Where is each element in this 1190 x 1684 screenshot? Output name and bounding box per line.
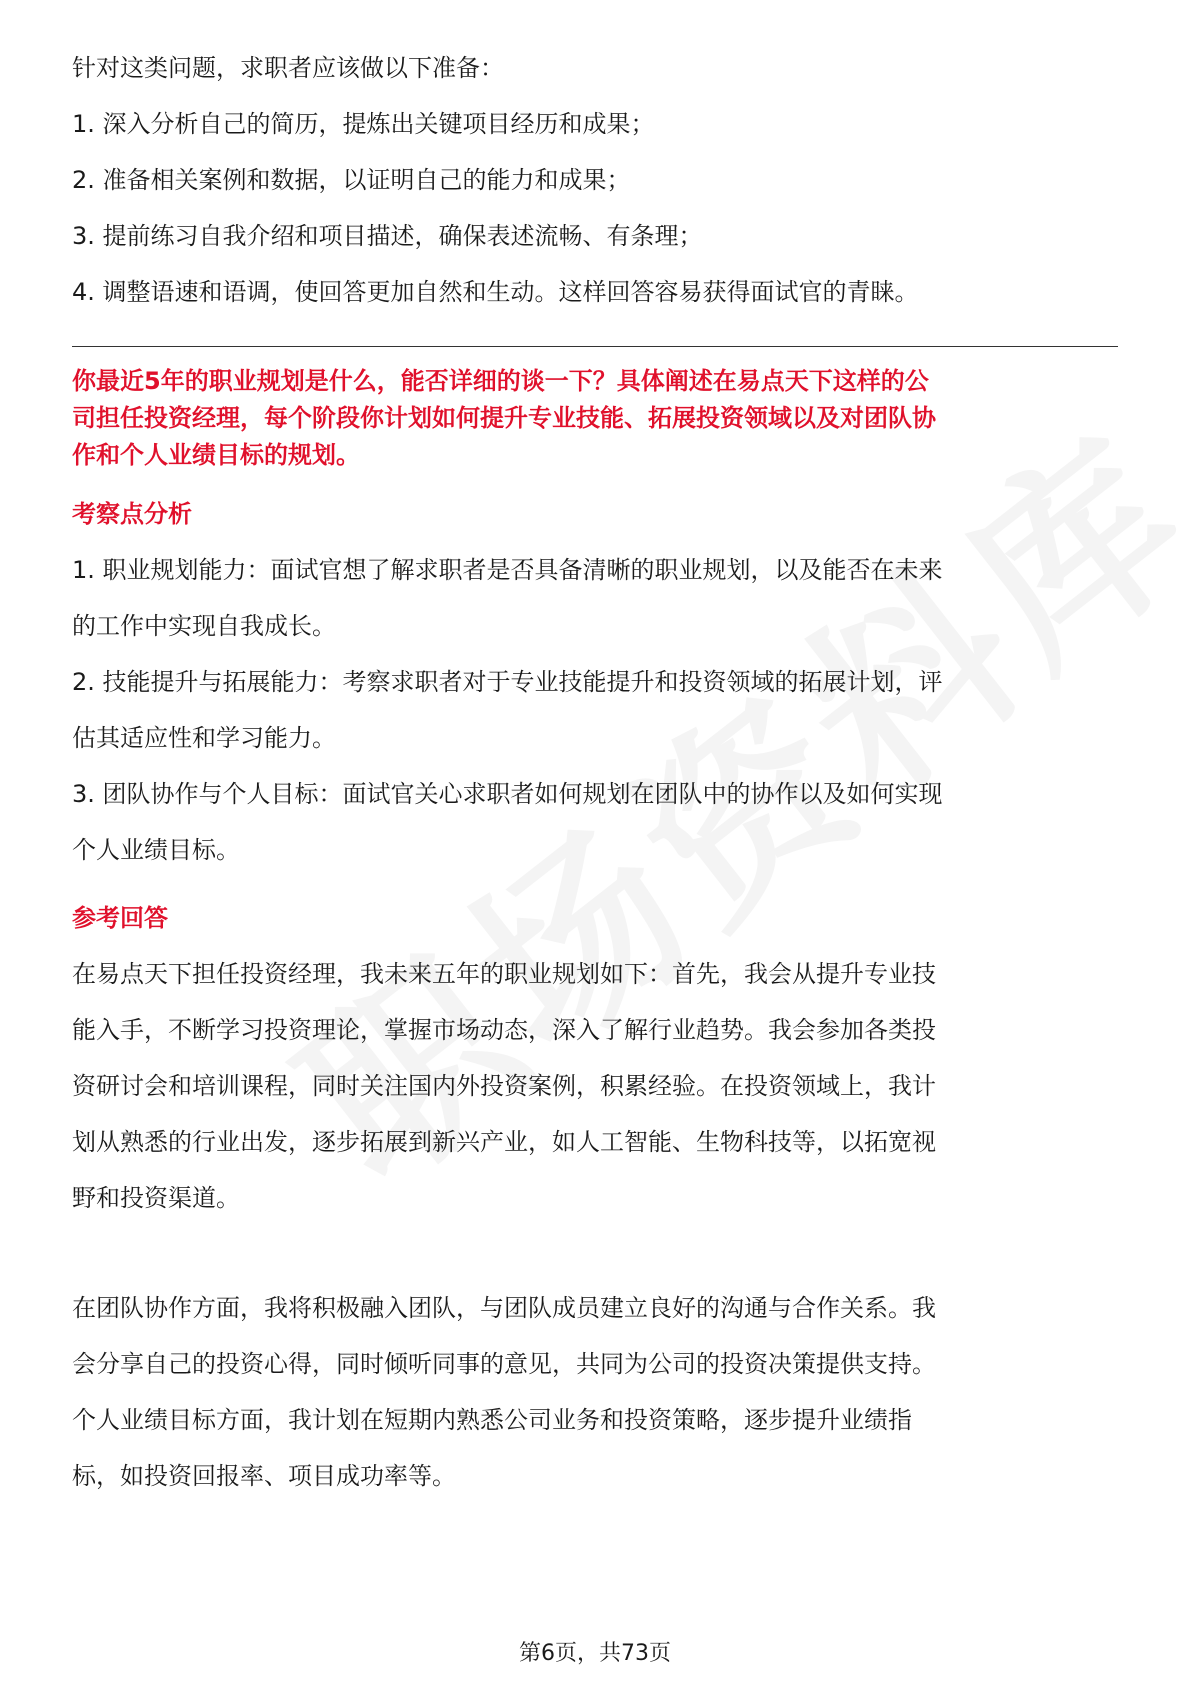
question-line: 司担任投资经理，每个阶段你计划如何提升专业技能、拓展投资领域以及对团队协 [72,404,936,432]
answer-line: 资研讨会和培训课程，同时关注国内外投资案例，积累经验。在投资领域上，我计 [72,1072,936,1100]
analysis-line: 1. 职业规划能力：面试官想了解求职者是否具备清晰的职业规划，以及能否在未来 [72,556,943,584]
interview-question [72,363,1118,474]
analysis-line: 个人业绩目标。 [72,836,240,864]
list-item: 4. 调整语速和语调，使回答更加自然和生动。这样回答容易获得面试官的青睐。 [72,278,919,306]
intro-text: 针对这类问题，求职者应该做以下准备： [72,54,504,82]
analysis-block [72,542,1118,878]
answer-line: 标，如投资回报率、项目成功率等。 [72,1462,456,1490]
answer-paragraph-2 [72,1280,1118,1504]
document-page [72,40,1118,1504]
answer-paragraph-1 [72,946,1118,1226]
analysis-line: 3. 团队协作与个人目标：面试官关心求职者如何规划在团队中的协作以及如何实现 [72,780,943,808]
page-number: 第6页，共73页 [519,1641,671,1666]
answer-line: 会分享自己的投资心得，同时倾听同事的意见，共同为公司的投资决策提供支持。 [72,1350,936,1378]
answer-line: 在团队协作方面，我将积极融入团队，与团队成员建立良好的沟通与合作关系。我 [72,1294,936,1322]
list-item: 3. 提前练习自我介绍和项目描述，确保表述流畅、有条理； [72,222,703,250]
analysis-line: 2. 技能提升与拓展能力：考察求职者对于专业技能提升和投资领域的拓展计划，评 [72,668,943,696]
analysis-line: 估其适应性和学习能力。 [72,724,336,752]
prep-list [72,96,1118,320]
answer-heading: 参考回答 [72,904,168,932]
analysis-line: 的工作中实现自我成长。 [72,612,336,640]
answer-line: 能入手，不断学习投资理论，掌握市场动态，深入了解行业趋势。我会参加各类投 [72,1016,936,1044]
question-line: 作和个人业绩目标的规划。 [72,441,360,469]
answer-line: 在易点天下担任投资经理，我未来五年的职业规划如下：首先，我会从提升专业技 [72,960,936,988]
answer-line: 划从熟悉的行业出发，逐步拓展到新兴产业，如人工智能、生物科技等，以拓宽视 [72,1128,936,1156]
answer-line: 野和投资渠道。 [72,1184,240,1212]
list-item: 2. 准备相关案例和数据，以证明自己的能力和成果； [72,166,631,194]
question-line: 你最近5年的职业规划是什么，能否详细的谈一下？具体阐述在易点天下这样的公 [72,367,929,395]
paragraph-gap [72,1226,1118,1280]
section-divider [72,346,1118,347]
list-item: 1. 深入分析自己的简历，提炼出关键项目经历和成果； [72,110,655,138]
analysis-heading: 考察点分析 [72,500,192,528]
answer-line: 个人业绩目标方面，我计划在短期内熟悉公司业务和投资策略，逐步提升业绩指 [72,1406,912,1434]
